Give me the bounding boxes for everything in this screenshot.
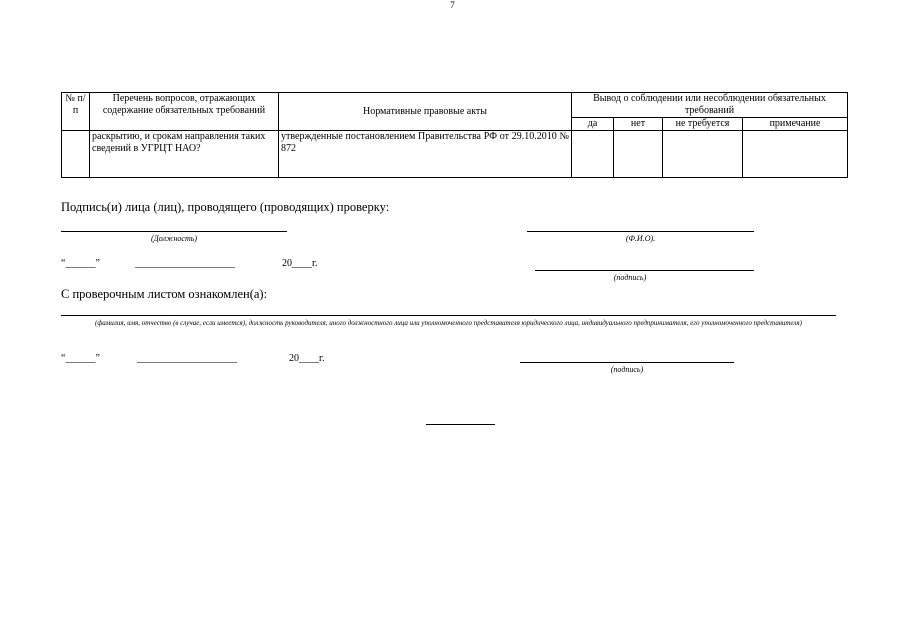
checklist-table — [61, 92, 848, 178]
signature-caption: (подпись) — [613, 273, 647, 282]
date-month-blank: ____________________ — [135, 258, 235, 269]
acquaint-date-month-blank: ____________________ — [137, 353, 237, 364]
acquaint-signature-caption: (подпись) — [610, 365, 644, 374]
cell-note — [743, 131, 848, 178]
fio-caption: (Ф.И.О). — [625, 234, 656, 243]
end-divider — [426, 424, 495, 425]
header-conclusion: Вывод о соблюдении или несоблюдении обязательных требований — [572, 93, 848, 118]
header-num: № п/п — [62, 93, 90, 131]
cell-acts: утвержденные постановлением Правительства РФ от 29.10.2010 № 872 — [279, 131, 572, 178]
signature-heading: Подпись(и) лица (лиц), проводящего (проводящих) проверку: — [61, 200, 390, 214]
acquaint-heading: С проверочным листом ознакомлен(а): — [61, 287, 268, 301]
acquaint-date-year-prefix: 20 — [289, 353, 299, 364]
acquaint-date — [61, 353, 100, 364]
fio-line — [527, 231, 754, 232]
date-close-quote: ” — [95, 258, 100, 269]
acquaint-signature-line — [520, 362, 734, 363]
inspection-date — [61, 258, 100, 269]
acquaint-date-year — [289, 353, 324, 364]
signature-line — [535, 270, 754, 271]
cell-num — [62, 131, 90, 178]
date-year-suffix: г. — [312, 258, 318, 269]
acquaint-date-year-suffix: г. — [319, 353, 325, 364]
date-year-prefix: 20 — [282, 258, 292, 269]
header-note: примечание — [743, 118, 848, 131]
header-acts: Нормативные правовые акты — [279, 93, 572, 131]
date-year — [282, 258, 317, 269]
cell-no — [614, 131, 663, 178]
table-row — [62, 131, 848, 178]
page-number: 7 — [450, 0, 455, 10]
position-line — [61, 231, 287, 232]
header-not-required: не требуется — [663, 118, 743, 131]
acquaint-name-line — [61, 315, 836, 316]
cell-question: раскрытию, и срокам направления таких сведений в УГРЦТ НАО? — [90, 131, 279, 178]
acquaint-caption: (фамилия, имя, отчество (в случае, если имеется), должность руководителя, иного должностного лица или уполномоченного представителя юридического лица, индивидуального предпринимателя, его уполномоченного представителя) — [95, 319, 802, 327]
cell-not-required — [663, 131, 743, 178]
acquaint-date-year-blank: ____ — [299, 353, 319, 364]
acquaint-date-close-quote: ” — [95, 353, 100, 364]
header-no: нет — [614, 118, 663, 131]
header-questions: Перечень вопросов, отражающих содержание обязательных требований — [90, 93, 279, 131]
acquaint-date-open-quote: “ — [61, 353, 66, 364]
cell-yes — [572, 131, 614, 178]
date-open-quote: “ — [61, 258, 66, 269]
acquaint-date-day-blank: ______ — [65, 353, 96, 364]
date-year-blank: ____ — [292, 258, 312, 269]
header-yes: да — [572, 118, 614, 131]
date-day-blank: ______ — [65, 258, 96, 269]
position-caption: (Должность) — [150, 234, 198, 243]
